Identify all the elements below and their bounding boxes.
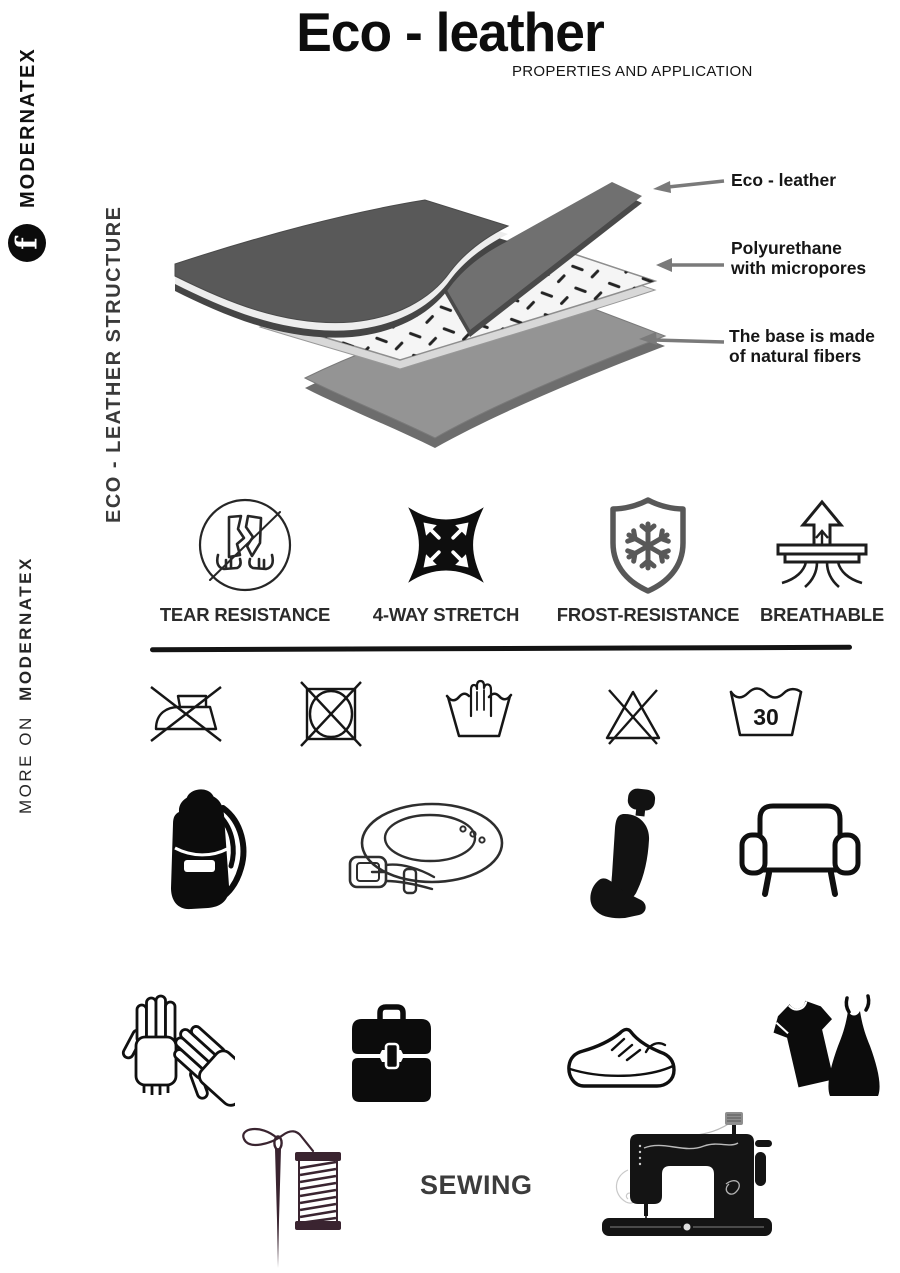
property-tear-resistance — [145, 492, 345, 626]
property-breathable — [722, 492, 900, 626]
sewing-machine-icon — [588, 1112, 783, 1244]
tear-resistance-icon — [195, 495, 295, 595]
property-label: 4-WAY STRETCH — [372, 604, 520, 625]
leather-structure-diagram — [140, 146, 725, 458]
do-not-bleach-icon — [601, 682, 665, 746]
wash-at-30-icon — [726, 678, 806, 742]
sewing-label: SEWING — [420, 1170, 533, 1200]
layer-label-polyurethane: Polyurethane with micropores — [731, 238, 867, 278]
property-label: TEAR RESISTANCE — [159, 604, 331, 625]
frost-resistance-icon — [604, 494, 692, 596]
section-divider — [150, 645, 852, 652]
gloves-icon — [120, 993, 235, 1115]
property-frost-resistance — [548, 492, 748, 626]
layer-label-eco-leather: Eco - leather — [731, 170, 837, 190]
page-title: Eco - leather — [296, 1, 604, 63]
briefcase-icon — [344, 1002, 439, 1106]
facebook-letter: f — [9, 236, 44, 250]
backpack-icon — [150, 788, 255, 923]
belt-icon — [342, 793, 510, 915]
layer-pointer-arrows — [639, 181, 724, 345]
property-4-way-stretch — [346, 492, 546, 626]
do-not-iron-icon — [147, 679, 227, 745]
more-on-vertical-text — [16, 556, 36, 814]
more-on-label: MORE ON — [16, 715, 35, 814]
4-way-stretch-icon — [399, 498, 493, 592]
sofa-icon — [736, 797, 864, 899]
needle-and-thread-icon — [233, 1122, 341, 1273]
property-label: FROST-RESISTANCE — [556, 604, 740, 625]
page-subtitle: PROPERTIES AND APPLICATION — [512, 63, 753, 80]
shoes-icon — [562, 1008, 680, 1096]
breathable-icon — [770, 495, 874, 595]
clothing-icon — [760, 990, 884, 1104]
hand-wash-icon — [443, 676, 515, 744]
facebook-icon[interactable] — [8, 224, 46, 262]
wash-temperature: 30 — [753, 704, 779, 730]
brand-vertical-text: MODERNATEX — [17, 47, 39, 208]
car-seat-icon — [578, 787, 678, 925]
do-not-tumble-dry-icon — [298, 676, 364, 752]
more-on-brand: MODERNATEX — [16, 556, 35, 701]
property-label: BREATHABLE — [759, 604, 885, 625]
structure-heading-vertical: ECO - LEATHER STRUCTURE — [103, 205, 125, 523]
layer-label-base: The base is made of natural fibers — [729, 326, 875, 366]
